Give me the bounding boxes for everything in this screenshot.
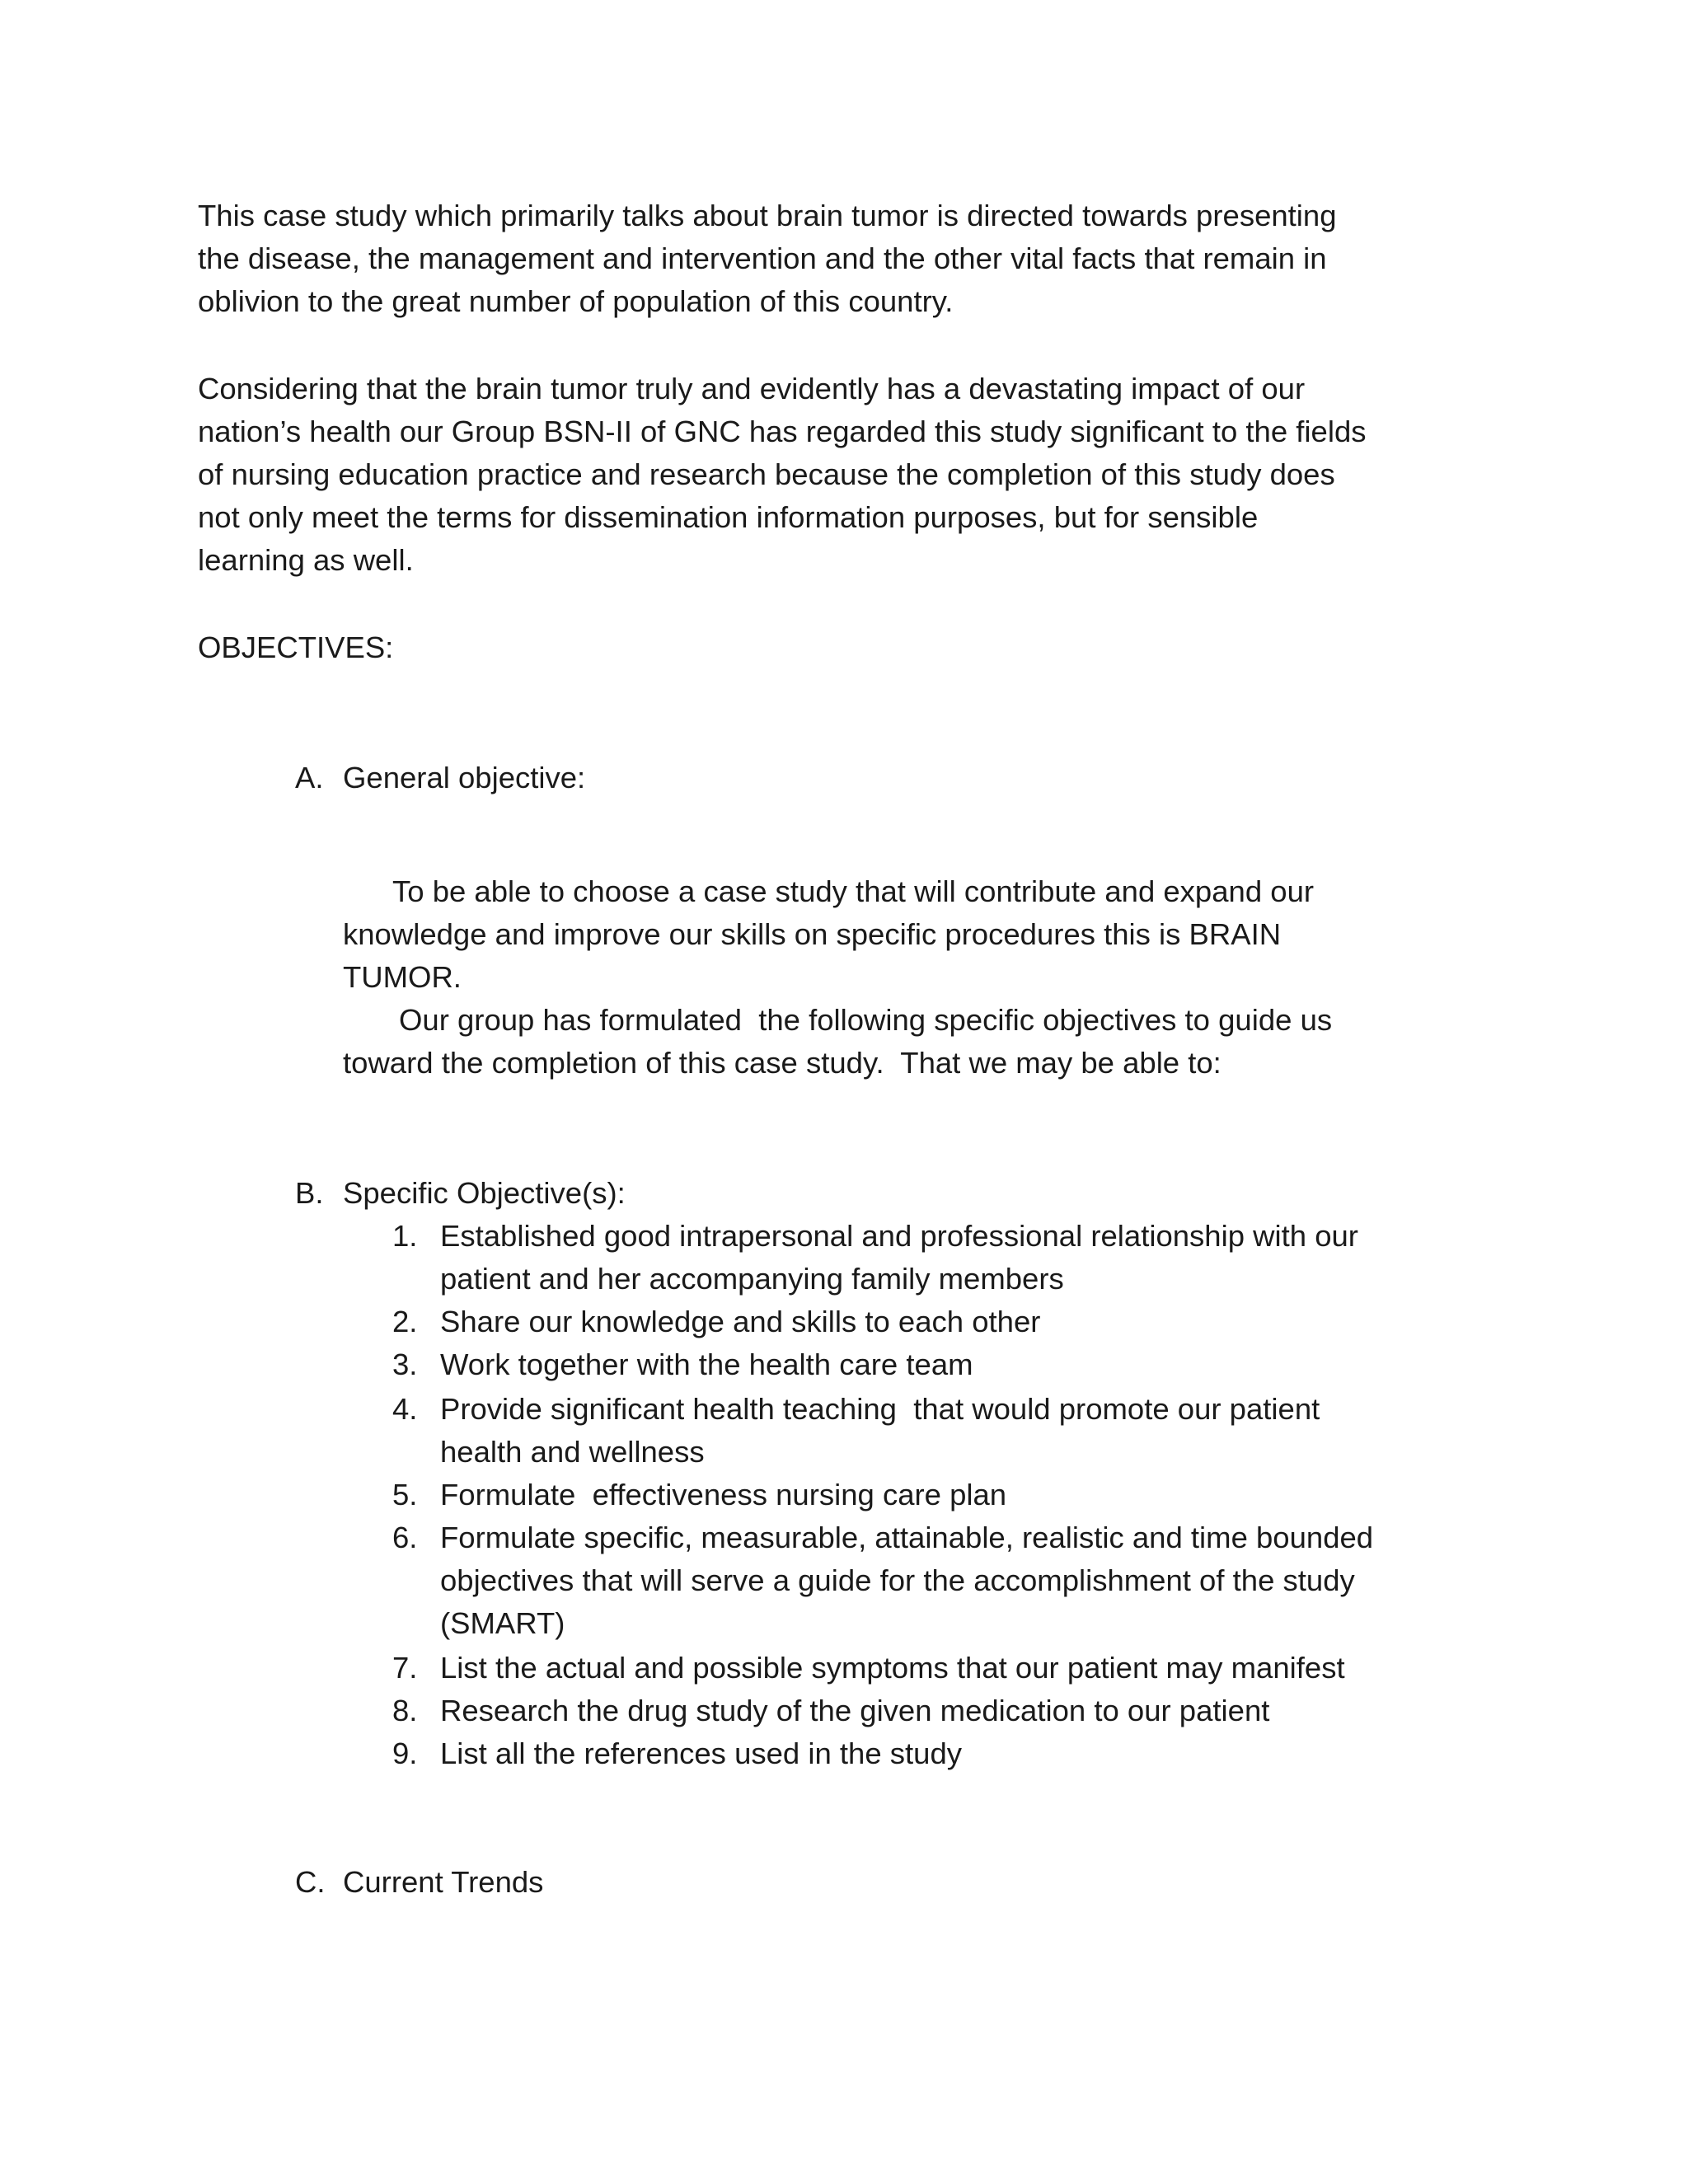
- objectives-heading: OBJECTIVES:: [198, 630, 394, 664]
- section-marker: C.: [295, 1865, 326, 1899]
- general-objective-heading: General objective:: [343, 761, 586, 794]
- list-item: List all the references used in the study: [440, 1736, 963, 1770]
- list-number: 5.: [392, 1478, 418, 1511]
- list-number: 7.: [392, 1651, 418, 1685]
- intro-line: the disease, the management and intervention and the other vital facts that remain in: [198, 241, 1327, 275]
- general-objective-line: To be able to choose a case study that will contribute and expand our: [392, 874, 1315, 908]
- specific-objectives-heading: Specific Objective(s):: [343, 1176, 626, 1210]
- list-item: List the actual and possible symptoms that our patient may manifest: [440, 1651, 1345, 1685]
- list-item: Share our knowledge and skills to each other: [440, 1305, 1041, 1338]
- list-number: 2.: [392, 1305, 418, 1338]
- general-objective-line: toward the completion of this case study. That we may be able to:: [343, 1046, 1221, 1080]
- list-item: Research the drug study of the given medication to our patient: [440, 1694, 1270, 1727]
- list-number: 4.: [392, 1392, 418, 1426]
- list-item: Formulate effectiveness nursing care plan: [440, 1478, 1007, 1511]
- section-marker: B.: [295, 1176, 324, 1210]
- list-item-continuation: patient and her accompanying family members: [440, 1262, 1064, 1296]
- significance-line: not only meet the terms for dissemination information purposes, but for sensible: [198, 500, 1259, 534]
- section-marker: A.: [295, 761, 324, 794]
- list-number: 6.: [392, 1521, 418, 1554]
- intro-line: This case study which primarily talks about brain tumor is directed towards presenting: [198, 199, 1337, 232]
- list-item-continuation: health and wellness: [440, 1435, 705, 1469]
- significance-line: of nursing education practice and research because the completion of this study does: [198, 457, 1335, 491]
- current-trends-heading: Current Trends: [343, 1865, 544, 1899]
- list-number: 8.: [392, 1694, 418, 1727]
- list-item: Work together with the health care team: [440, 1347, 973, 1381]
- list-item: Provide significant health teaching that would promote our patient: [440, 1392, 1320, 1426]
- significance-line: learning as well.: [198, 543, 414, 577]
- list-number: 1.: [392, 1219, 418, 1253]
- intro-line: oblivion to the great number of population of this country.: [198, 284, 954, 318]
- list-item-continuation: objectives that will serve a guide for the accomplishment of the study: [440, 1563, 1355, 1597]
- general-objective-line: Our group has formulated the following specific objectives to guide us: [399, 1003, 1333, 1037]
- list-item: Established good intrapersonal and professional relationship with our: [440, 1219, 1358, 1253]
- significance-line: Considering that the brain tumor truly and evidently has a devastating impact of our: [198, 372, 1306, 405]
- significance-line: nation’s health our Group BSN-II of GNC has regarded this study significant to the fields: [198, 415, 1367, 448]
- list-number: 9.: [392, 1736, 418, 1770]
- list-item-continuation: (SMART): [440, 1606, 565, 1640]
- list-item: Formulate specific, measurable, attainable, realistic and time bounded: [440, 1521, 1374, 1554]
- list-number: 3.: [392, 1347, 418, 1381]
- general-objective-line: TUMOR.: [343, 960, 462, 994]
- general-objective-line: knowledge and improve our skills on specific procedures this is BRAIN: [343, 917, 1282, 951]
